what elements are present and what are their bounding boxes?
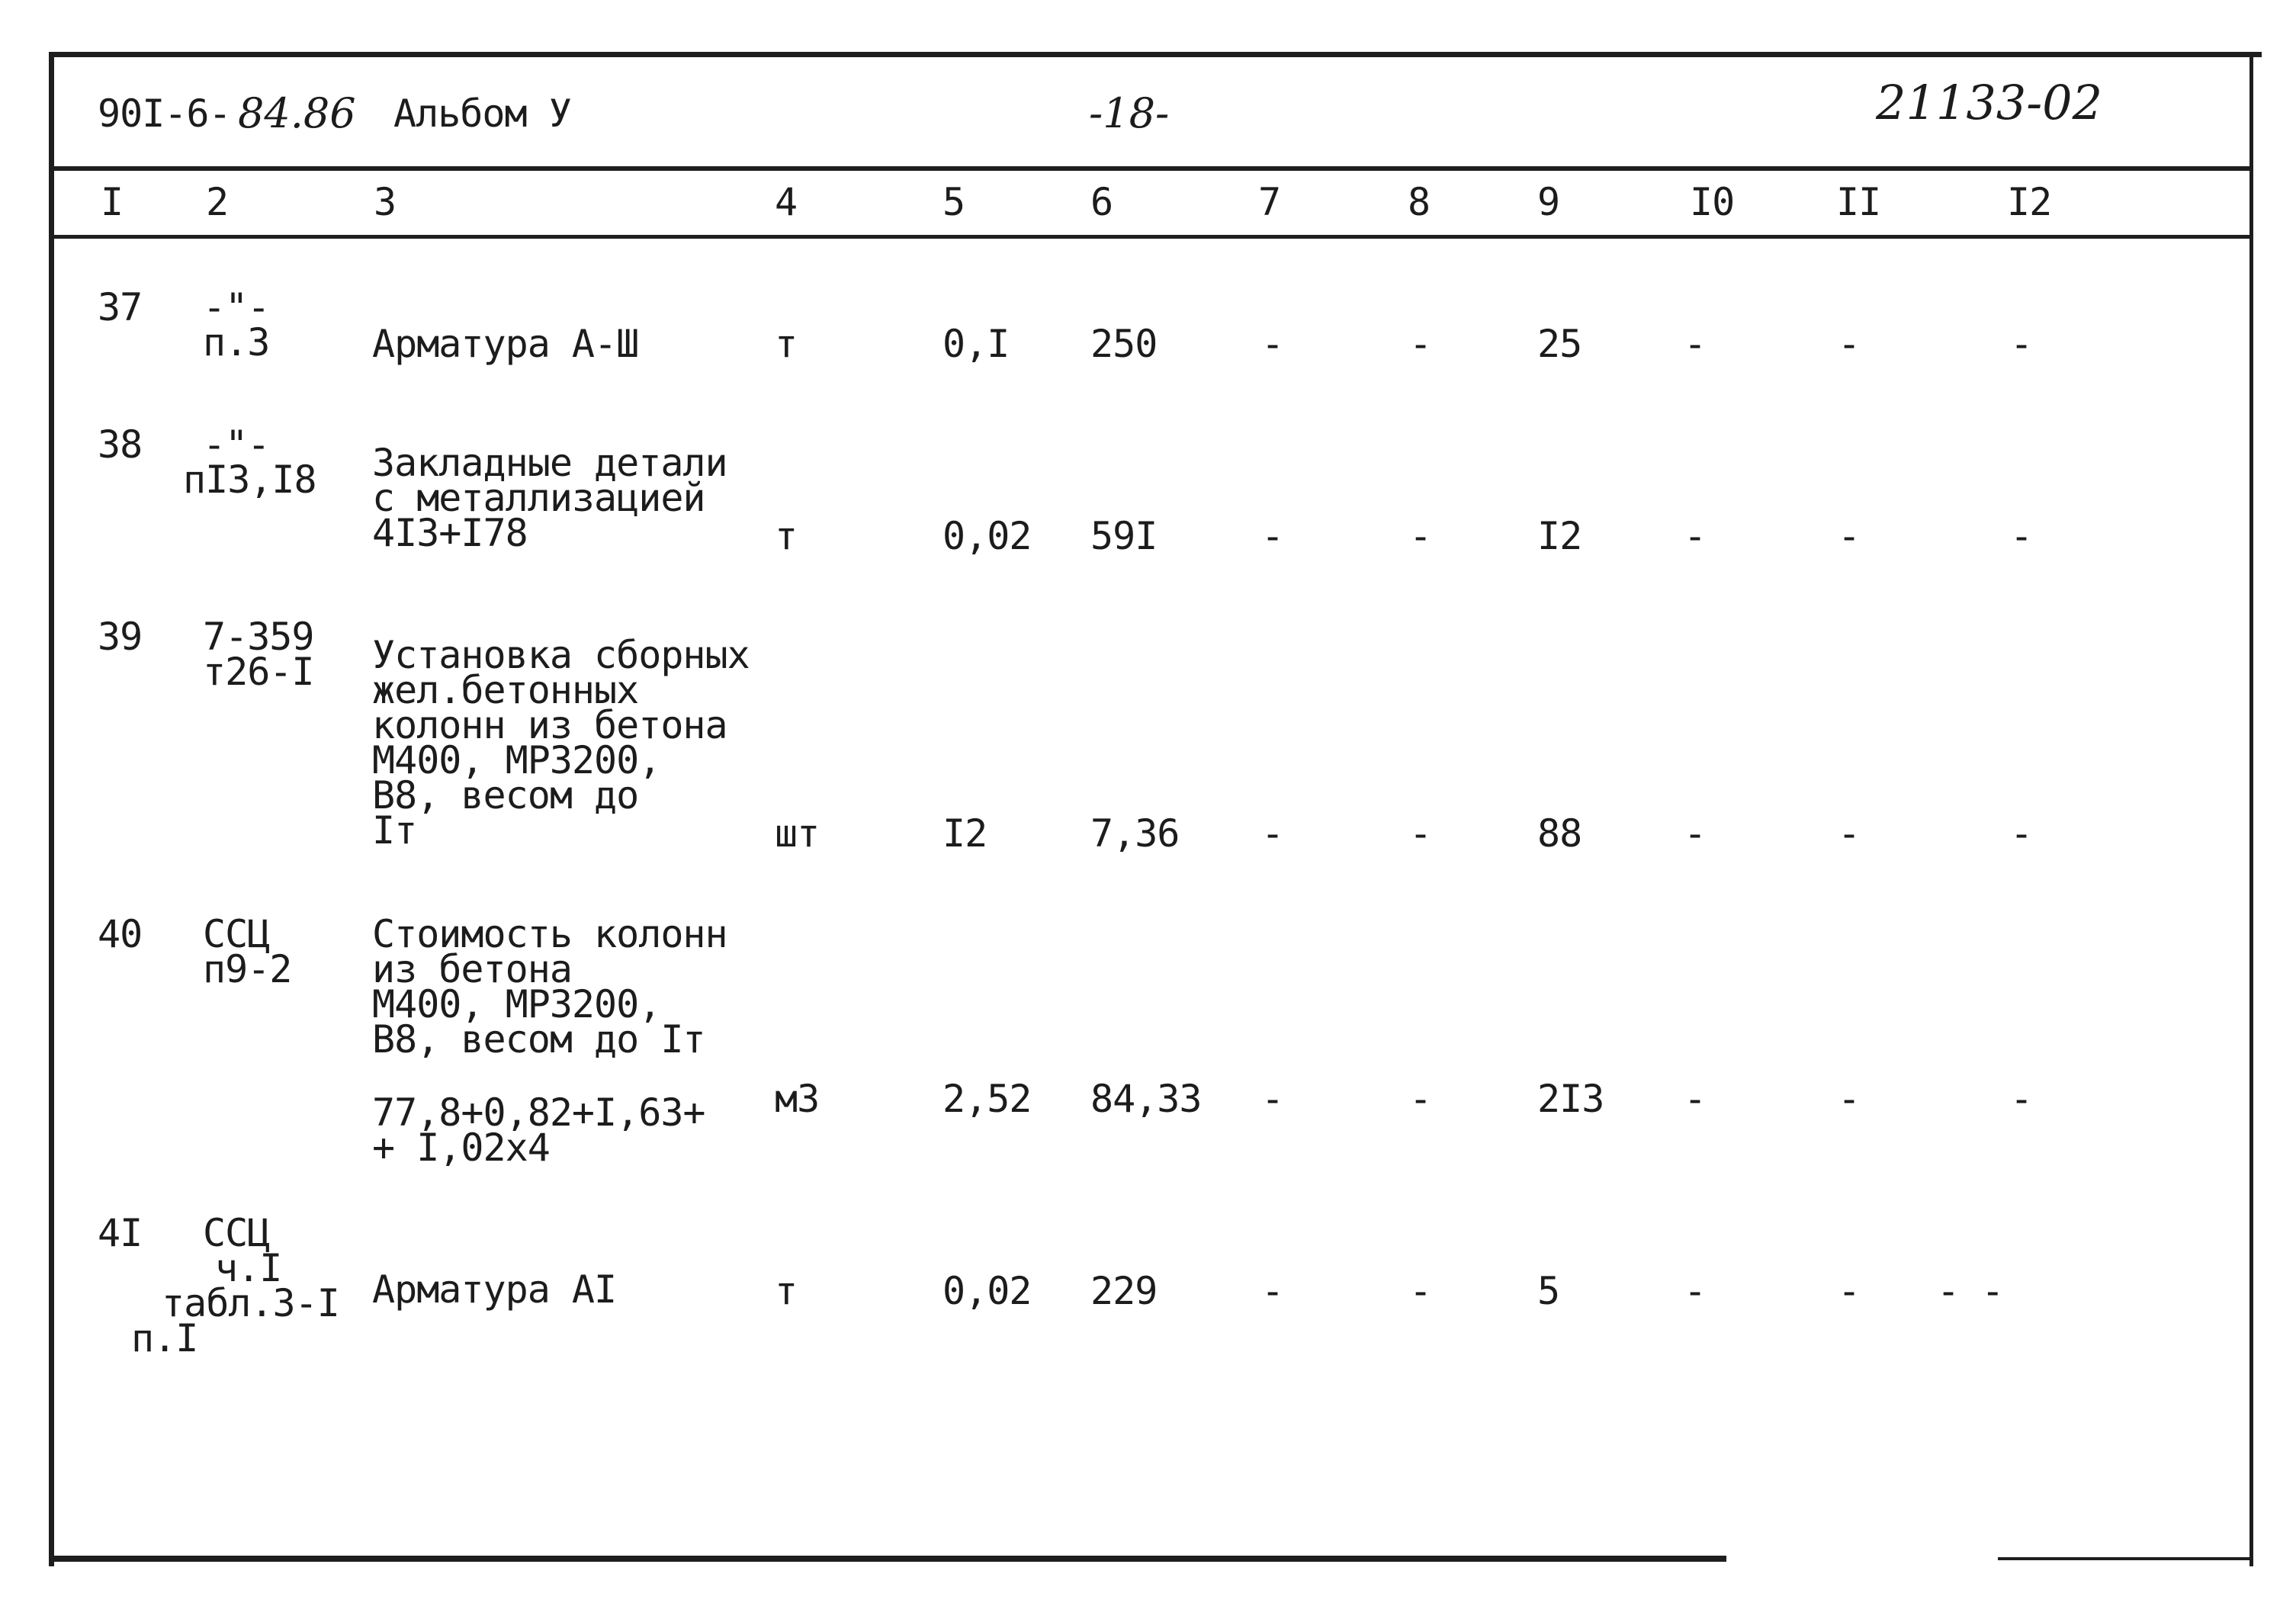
row-col8: -	[1409, 322, 1432, 366]
row-col9: 88	[1537, 811, 1582, 856]
row-col10: -	[1684, 1077, 1707, 1121]
frame-bottom-rule-left	[49, 1556, 1726, 1562]
row-unit: т	[775, 322, 798, 366]
row-col11: -	[1838, 1077, 1861, 1121]
col-number-11: II	[1836, 180, 1881, 224]
row-ref-line: т26-I	[203, 650, 314, 694]
row-description-line: В8, весом до	[372, 773, 639, 817]
row-description-line: М400, МР3200,	[372, 738, 661, 782]
row-number: 40	[98, 912, 143, 956]
row-ref-line: п.3	[203, 320, 270, 365]
row-number: 39	[98, 615, 143, 659]
row-col11: -	[1838, 322, 1861, 366]
row-col12: -	[2010, 1077, 2033, 1121]
album-label: Альбом У	[393, 92, 571, 136]
row-ref-line: пI3,I8	[183, 458, 316, 502]
row-col12: -	[2010, 322, 2033, 366]
row-ref-line: -"-	[203, 285, 270, 329]
row-description-line: В8, весом до Iт	[372, 1017, 705, 1062]
row-price: 229	[1090, 1269, 1158, 1313]
row-quantity: 0,02	[942, 1269, 1032, 1313]
row-number: 37	[98, 285, 143, 329]
row-col9: I2	[1537, 514, 1582, 558]
header-rule	[49, 166, 2249, 171]
row-ref-line: -"-	[203, 422, 270, 467]
row-number: 38	[98, 422, 143, 467]
row-unit: т	[775, 1269, 798, 1313]
frame-bottom-rule-right	[1998, 1557, 2249, 1560]
row-col7: -	[1261, 1269, 1284, 1313]
row-col10: -	[1684, 514, 1707, 558]
row-ref-line: ССЦ	[203, 1211, 270, 1255]
row-col10: -	[1684, 811, 1707, 856]
row-description-line: М400, МР3200,	[372, 982, 661, 1026]
row-calculation-line: + I,02x4	[372, 1126, 550, 1170]
row-description-line: Стоимость колонн	[372, 912, 727, 956]
col-number-9: 9	[1537, 180, 1560, 224]
row-description-line: Iт	[372, 808, 417, 853]
column-number-rule	[49, 235, 2249, 239]
row-col7: -	[1261, 514, 1284, 558]
col-number-5: 5	[942, 180, 965, 224]
row-description-line: Установка сборных	[372, 633, 750, 677]
col-number-7: 7	[1258, 180, 1281, 224]
row-ref-line: табл.3-I	[162, 1281, 339, 1325]
row-col9: 2I3	[1537, 1077, 1604, 1121]
row-number: 4I	[98, 1211, 143, 1255]
row-calculation-line: 77,8+0,82+I,63+	[372, 1090, 705, 1135]
row-description-line: 4I3+I78	[372, 511, 528, 555]
row-ref-line: п.I	[131, 1316, 198, 1360]
col-number-6: 6	[1090, 180, 1113, 224]
col-number-1: I	[101, 180, 124, 224]
row-description-line: Закладные детали	[372, 441, 727, 485]
row-col11: -	[1838, 514, 1861, 558]
col-number-2: 2	[206, 180, 229, 224]
frame-left-rule	[49, 52, 54, 1566]
row-quantity: 2,52	[942, 1077, 1032, 1121]
doc-code: 90I-6-	[98, 92, 231, 136]
row-col7: -	[1261, 322, 1284, 366]
row-description-line: Арматура А-Ш	[372, 322, 639, 366]
row-col11: -	[1838, 811, 1861, 856]
row-description-line: Арматура АI	[372, 1267, 617, 1312]
frame-top-rule	[49, 52, 2262, 57]
col-number-8: 8	[1408, 180, 1431, 224]
row-description-line: жел.бетонных	[372, 668, 639, 712]
row-col12: -	[2010, 811, 2033, 856]
row-col10: -	[1684, 1269, 1707, 1313]
sheet-code: 21133-02	[1876, 75, 2103, 130]
row-price: 59I	[1090, 514, 1158, 558]
row-ref-line: ССЦ	[203, 912, 270, 956]
row-description-line: из бетона	[372, 947, 572, 991]
row-col8: -	[1409, 1269, 1432, 1313]
row-col8: -	[1409, 1077, 1432, 1121]
row-col9: 25	[1537, 322, 1582, 366]
row-unit: т	[775, 514, 798, 558]
col-number-12: I2	[2007, 180, 2052, 224]
row-col11: -	[1838, 1269, 1861, 1313]
doc-code-handwritten: 84.86	[238, 89, 356, 137]
page-number: -18-	[1089, 89, 1170, 137]
row-ref-line: п9-2	[203, 947, 292, 991]
row-quantity: 0,02	[942, 514, 1032, 558]
row-ref-line: ч.I	[215, 1246, 282, 1290]
row-col8: -	[1409, 514, 1432, 558]
col-number-3: 3	[374, 180, 397, 224]
row-description-line: с металлизацией	[372, 476, 705, 520]
row-quantity: I2	[942, 811, 987, 856]
row-col12: - -	[1937, 1269, 2004, 1313]
row-col10: -	[1684, 322, 1707, 366]
row-col8: -	[1409, 811, 1432, 856]
row-col7: -	[1261, 811, 1284, 856]
row-unit: м3	[775, 1077, 820, 1121]
frame-right-rule	[2249, 52, 2253, 1566]
row-price: 250	[1090, 322, 1158, 366]
row-ref-line: 7-359	[203, 615, 314, 659]
row-col7: -	[1261, 1077, 1284, 1121]
row-description-line: колонн из бетона	[372, 703, 727, 747]
row-col9: 5	[1537, 1269, 1560, 1313]
col-number-4: 4	[775, 180, 798, 224]
row-price: 84,33	[1090, 1077, 1202, 1121]
row-col12: -	[2010, 514, 2033, 558]
row-quantity: 0,I	[942, 322, 1010, 366]
col-number-10: I0	[1690, 180, 1735, 224]
row-unit: шт	[775, 811, 820, 856]
row-price: 7,36	[1090, 811, 1180, 856]
